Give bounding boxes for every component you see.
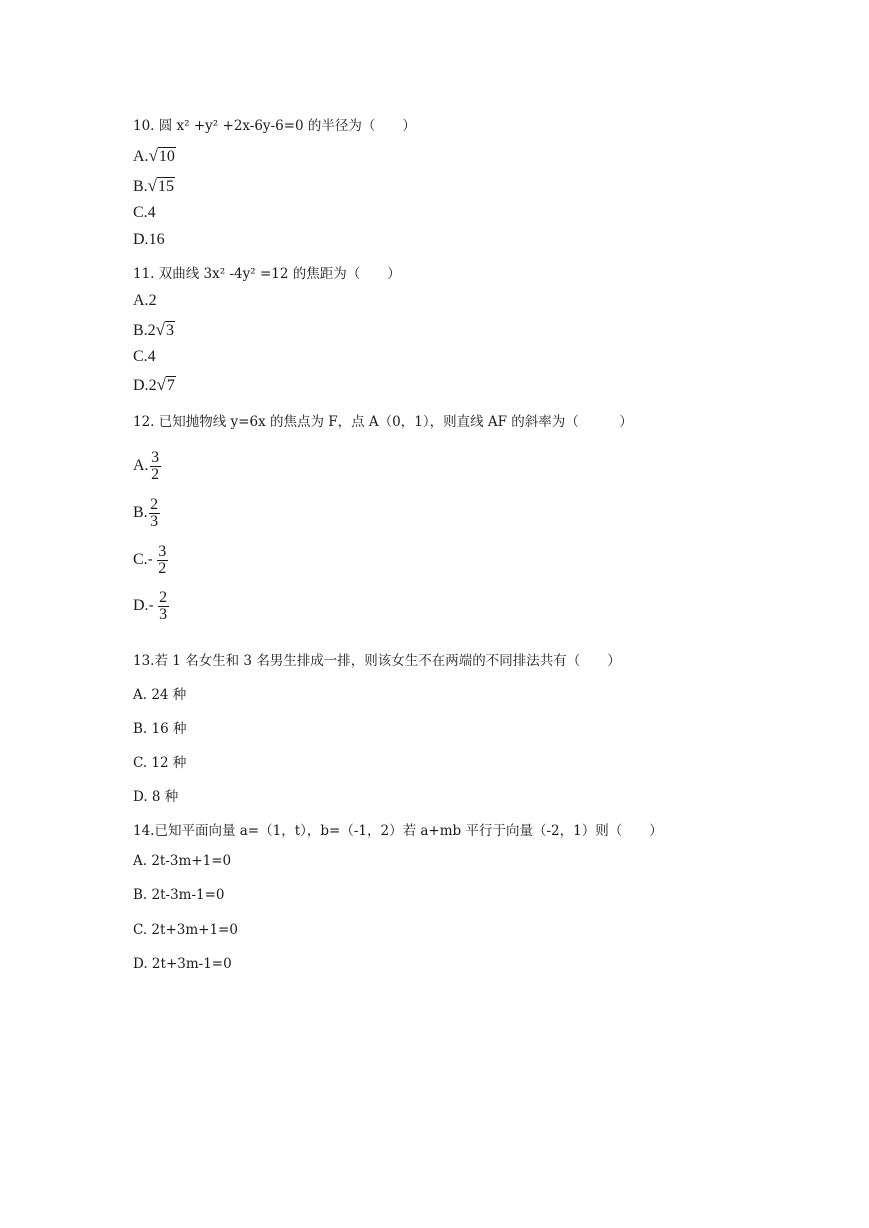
option-label: B. xyxy=(133,178,148,195)
sqrt-expression: √10 xyxy=(148,146,175,165)
option-label: C. xyxy=(133,204,148,221)
minus-sign: - xyxy=(147,552,153,569)
option-value: 4 xyxy=(147,204,156,221)
option-label: D. xyxy=(133,597,149,615)
option-label: B. xyxy=(133,322,148,339)
coefficient: 2 xyxy=(147,322,156,339)
radicand: 3 xyxy=(166,322,175,339)
question-14-option-b: B. 2t-3m-1=0 xyxy=(133,887,225,903)
question-12-option-c xyxy=(133,544,168,577)
minus-sign: - xyxy=(148,598,154,615)
numerator: 2 xyxy=(150,496,159,513)
denominator: 2 xyxy=(151,466,160,483)
question-13-option-b: B. 16 种 xyxy=(133,721,187,737)
denominator: 3 xyxy=(159,606,168,623)
fraction xyxy=(158,590,169,623)
question-12-option-a xyxy=(133,450,161,483)
option-label: D. xyxy=(133,377,149,394)
option-value: 2 xyxy=(148,292,157,309)
radicand: 10 xyxy=(158,148,175,165)
sqrt-expression: √15 xyxy=(147,176,175,195)
sqrt-expression: √7 xyxy=(156,375,175,394)
question-11-option-b xyxy=(133,320,175,340)
numerator: 3 xyxy=(158,543,167,560)
question-14-stem: 14.已知平面向量 a=（1，t），b=（-1，2）若 a+mb 平行于向量（-2，1）则（ ） xyxy=(133,823,663,839)
question-11-option-a xyxy=(133,292,157,310)
radicand: 15 xyxy=(158,178,175,195)
question-11-stem: 11. 双曲线 3x² -4y² =12 的焦距为（ ） xyxy=(133,266,401,282)
question-13-stem: 13.若 1 名女生和 3 名男生排成一排，则该女生不在两端的不同排法共有（ ） xyxy=(133,653,621,669)
question-11-option-c xyxy=(133,348,156,366)
question-14-option-a: A. 2t-3m+1=0 xyxy=(133,853,232,869)
question-10-option-a xyxy=(133,146,176,166)
option-label: A. xyxy=(133,457,149,475)
denominator: 3 xyxy=(150,513,159,530)
radicand: 7 xyxy=(166,377,175,394)
question-12-option-d xyxy=(133,590,169,623)
question-14-option-d: D. 2t+3m-1=0 xyxy=(133,956,232,972)
option-label: C. xyxy=(133,551,148,569)
fraction xyxy=(149,497,160,530)
option-label: C. xyxy=(133,348,148,365)
option-label: B. xyxy=(133,504,148,522)
fraction xyxy=(150,450,161,483)
option-value: 4 xyxy=(147,348,156,365)
question-11-option-d xyxy=(133,375,176,395)
question-12-option-b xyxy=(133,497,160,530)
option-label: A. xyxy=(133,292,149,309)
question-12-stem: 12. 已知抛物线 y=6x 的焦点为 F，点 A（0，1），则直线 AF 的斜率为（ ） xyxy=(133,414,633,430)
fraction xyxy=(157,544,168,577)
option-label: A. xyxy=(133,148,149,165)
question-13-option-c: C. 12 种 xyxy=(133,755,187,771)
question-10-option-c xyxy=(133,204,156,222)
question-13-option-a: A. 24 种 xyxy=(133,687,187,703)
option-label: D. xyxy=(133,231,149,248)
denominator: 2 xyxy=(158,560,167,577)
sqrt-expression: √3 xyxy=(155,320,175,339)
question-14-option-c: C. 2t+3m+1=0 xyxy=(133,922,238,938)
question-10-stem: 10. 圆 x² +y² +2x-6y-6=0 的半径为（ ） xyxy=(133,118,416,134)
numerator: 2 xyxy=(159,589,168,606)
coefficient: 2 xyxy=(148,377,157,394)
numerator: 3 xyxy=(151,449,160,466)
question-10-option-b xyxy=(133,176,175,196)
question-10-option-d xyxy=(133,231,165,249)
option-value: 16 xyxy=(148,231,165,248)
question-13-option-d: D. 8 种 xyxy=(133,789,179,805)
